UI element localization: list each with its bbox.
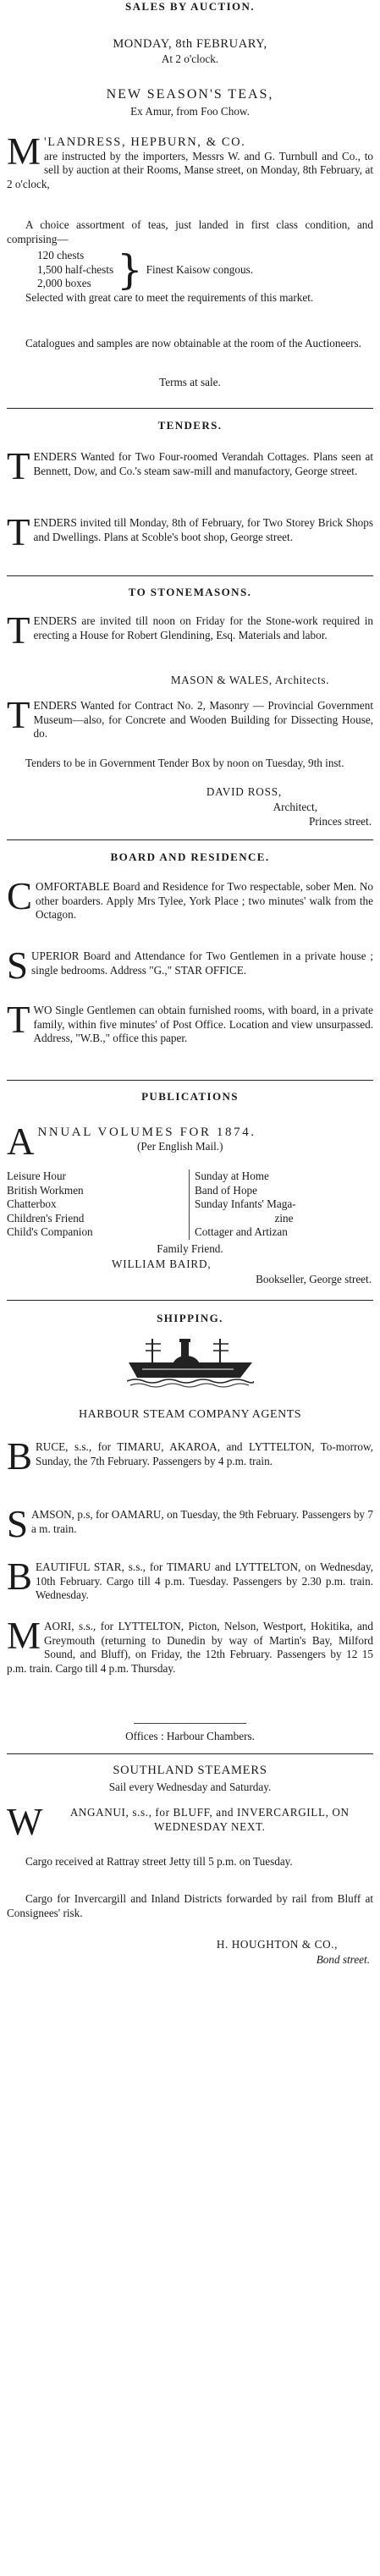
publications-family: Family Friend. [157, 1242, 223, 1255]
ship-wanganui-text: ANGANUI, s.s., for BLUFF, and INVERCARGILL, ON WEDNESDAY NEXT. [69, 1806, 350, 1833]
list-item: Leisure Hour [7, 1170, 66, 1182]
auction-date: MONDAY, 8th FEBRUARY, [113, 37, 267, 51]
divider [134, 1723, 246, 1724]
list-item: Cottager and Artizan [195, 1225, 288, 1239]
list-item: Band of Hope [195, 1183, 257, 1197]
quantity-2: 1,500 half-chests [37, 262, 114, 276]
quantity-3: 2,000 boxes [37, 277, 91, 290]
ship-bruce [7, 1435, 373, 1478]
board-1 [7, 875, 373, 922]
drop-cap: A [7, 1120, 35, 1163]
list-item: zine [274, 1211, 294, 1225]
tender-1-text: ENDERS Wanted for Two Four-roomed Verandah Cottages. Plans seen at Bennett, Dow, and Co.'s steam saw-mill and manufactory, George street. [33, 450, 373, 477]
ship-beautiful-star-text: EAUTIFUL STAR, s.s., for TIMARU and LYTTELTON, on Wednesday, 10th February. Cargo till 4 p.m. Tuesday. Passengers by 2.30 p.m. train. Wednesday. [36, 1560, 373, 1602]
auction-body-4: Catalogues and samples are now obtainable at the room of the Auctioneers. [25, 337, 361, 350]
divider [7, 1753, 373, 1754]
publications-title-block [7, 1120, 373, 1163]
drop-cap: W [7, 1801, 43, 1843]
board-2 [7, 944, 373, 987]
ship-beautiful-star [7, 1555, 373, 1603]
publications-sign: WILLIAM BAIRD, [112, 1258, 212, 1270]
divider [7, 839, 373, 840]
section-header-publications: PUBLICATIONS [141, 1090, 239, 1103]
quantity-description: Finest Kaisow congous. [146, 262, 254, 276]
ship-samson [7, 1503, 373, 1545]
list-item: British Workmen [7, 1183, 84, 1197]
list-item: Chatterbox [7, 1197, 57, 1211]
section-header-board: BOARD AND RESIDENCE. [110, 850, 270, 863]
board-3 [7, 999, 373, 1046]
shipping-sign: H. HOUGHTON & CO., [216, 1938, 338, 1951]
auction-body-3: Selected with great care to meet the requirements of this market. [25, 291, 314, 304]
ship-maori [7, 1615, 373, 1676]
publications-title: NNUAL VOLUMES FOR 1874. [37, 1126, 256, 1139]
stonemason-2-sign-3: Princes street. [309, 815, 372, 828]
drop-cap: B [7, 1435, 33, 1478]
auction-body-1: are instructed by the importers, Messrs W. and G. Turnbull and Co., to sell by auction at their Rooms, Manse street, on Monday, 8th February, at 2 o'clock, [7, 149, 373, 190]
drop-cap: B [7, 1555, 33, 1598]
divider [7, 408, 373, 409]
section-header-stonemasons: TO STONEMASONS. [128, 586, 252, 598]
shipping-offices: Offices : Harbour Chambers. [125, 1730, 255, 1742]
shipping-sign-2: Bond street. [316, 1953, 370, 1966]
publications-sub: (Per English Mail.) [137, 1139, 223, 1153]
stonemason-1 [7, 609, 373, 652]
publications-sign-2: Bookseller, George street. [256, 1273, 372, 1285]
southland-header: SOUTHLAND STEAMERS [113, 1764, 267, 1777]
tender-1 [7, 445, 373, 487]
drop-cap: S [7, 944, 29, 987]
list-item: Child's Companion [7, 1225, 93, 1239]
section-header-auction: SALES BY AUCTION. [125, 0, 255, 13]
ship-wanganui-inland: Cargo for Invercargill and Inland Districts forwarded by rail from Bluff at Consignees' risk. [7, 1892, 373, 1919]
auction-title: NEW SEASON'S TEAS, [106, 87, 274, 102]
divider [7, 1080, 373, 1081]
brace-icon: } [117, 245, 143, 294]
stonemason-2-deadline: Tenders to be in Government Tender Box by noon on Tuesday, 9th inst. [25, 757, 344, 769]
drop-cap: T [7, 445, 30, 487]
ship-samson-text: AMSON, p.s, for OAMARU, on Tuesday, the 9th February. Passengers by 7 a m. train. [31, 1508, 373, 1535]
section-header-shipping: SHIPPING. [157, 1312, 223, 1324]
stonemason-1-text: ENDERS are invited till noon on Friday for the Stone-work required in erecting a House for Robert Glendining, Esq. Materials and labor. [33, 614, 373, 641]
stonemason-2-sign-2: Architect, [273, 801, 317, 813]
stonemason-2-text: ENDERS Wanted for Contract No. 2, Masonry — Provincial Government Museum—also, for Concrete and Wooden Building for Dissecting House, do. [33, 699, 373, 740]
board-2-text: UPERIOR Board and Attendance for Two Gentlemen in a private house ; single bedrooms. Address "G.," STAR OFFICE. [31, 949, 373, 977]
list-item: Children's Friend [7, 1211, 85, 1225]
stonemason-1-sign: MASON & WALES, Architects. [170, 674, 329, 686]
drop-cap: M [7, 1615, 41, 1657]
auction-terms: Terms at sale. [159, 376, 221, 388]
drop-cap: M [7, 130, 41, 173]
auction-subtitle: Ex Amur, from Foo Chow. [130, 105, 250, 118]
auction-quantities [37, 245, 373, 294]
drop-cap: T [7, 999, 30, 1041]
drop-cap: C [7, 875, 33, 917]
auction-firm-paragraph [7, 130, 373, 191]
publications-right-list [190, 1170, 373, 1240]
board-3-text: WO Single Gentlemen can obtain furnished rooms, with board, in a private family, within five minutes' of Post Office. Location and view unsurpassed. Address, "W.B.," office this paper. [33, 1004, 373, 1045]
divider [7, 1300, 373, 1301]
stonemason-2 [7, 694, 373, 741]
drop-cap: T [7, 609, 30, 652]
ship-wanganui-cargo: Cargo received at Rattray street Jetty till 5 p.m. on Tuesday. [25, 1855, 293, 1868]
ship-maori-text: AORI, s.s., for LYTTELTON, Picton, Nelson, Westport, Hokitika, and Greymouth (returning to Dunedin by way of Martin's Bay, Milford Sound, and Bluff), on Friday, the 12th February. Passengers by 12 15 p.m. train. Cargo till 4 p.m. Thursday. [7, 1620, 373, 1675]
stonemason-2-sign-1: DAVID ROSS, [206, 785, 282, 798]
ship-bruce-text: RUCE, s.s., for TIMARU, AKAROA, and LYTTELTON, To-morrow, Sunday, the 7th February. Passengers by 4 p.m. train. [36, 1440, 373, 1467]
list-item: Sunday at Home [195, 1170, 269, 1182]
steamship-icon [127, 1335, 254, 1388]
section-header-tenders: TENDERS. [157, 419, 223, 432]
shipping-agents: HARBOUR STEAM COMPANY AGENTS [78, 1408, 302, 1421]
list-item: Sunday Infants' Maga- [195, 1197, 296, 1211]
auction-firm: 'LANDRESS, HEPBURN, & CO. [44, 135, 246, 149]
southland-sail: Sail every Wednesday and Saturday. [108, 1781, 272, 1793]
ship-wanganui [7, 1801, 373, 1843]
quantity-1: 120 chests [37, 249, 85, 261]
auction-time: At 2 o'clock. [161, 52, 219, 65]
drop-cap: S [7, 1503, 29, 1545]
divider [7, 575, 373, 576]
tender-2-text: ENDERS invited till Monday, 8th of February, for Two Storey Brick Shops and Dwellings. Plans at Scoble's boot shop, George street. [33, 516, 373, 543]
tender-2 [7, 511, 373, 553]
publications-left-list [7, 1170, 190, 1240]
publications-list [7, 1170, 373, 1240]
drop-cap: T [7, 511, 30, 553]
auction-body-2: A choice assortment of teas, just landed in first class condition, and comprising— [7, 218, 373, 245]
drop-cap: T [7, 694, 30, 736]
board-1-text: OMFORTABLE Board and Residence for Two respectable, sober Men. No other boarders. Apply Mrs Tylee, York Place ; two minutes' walk from the Octagon. [36, 880, 373, 922]
